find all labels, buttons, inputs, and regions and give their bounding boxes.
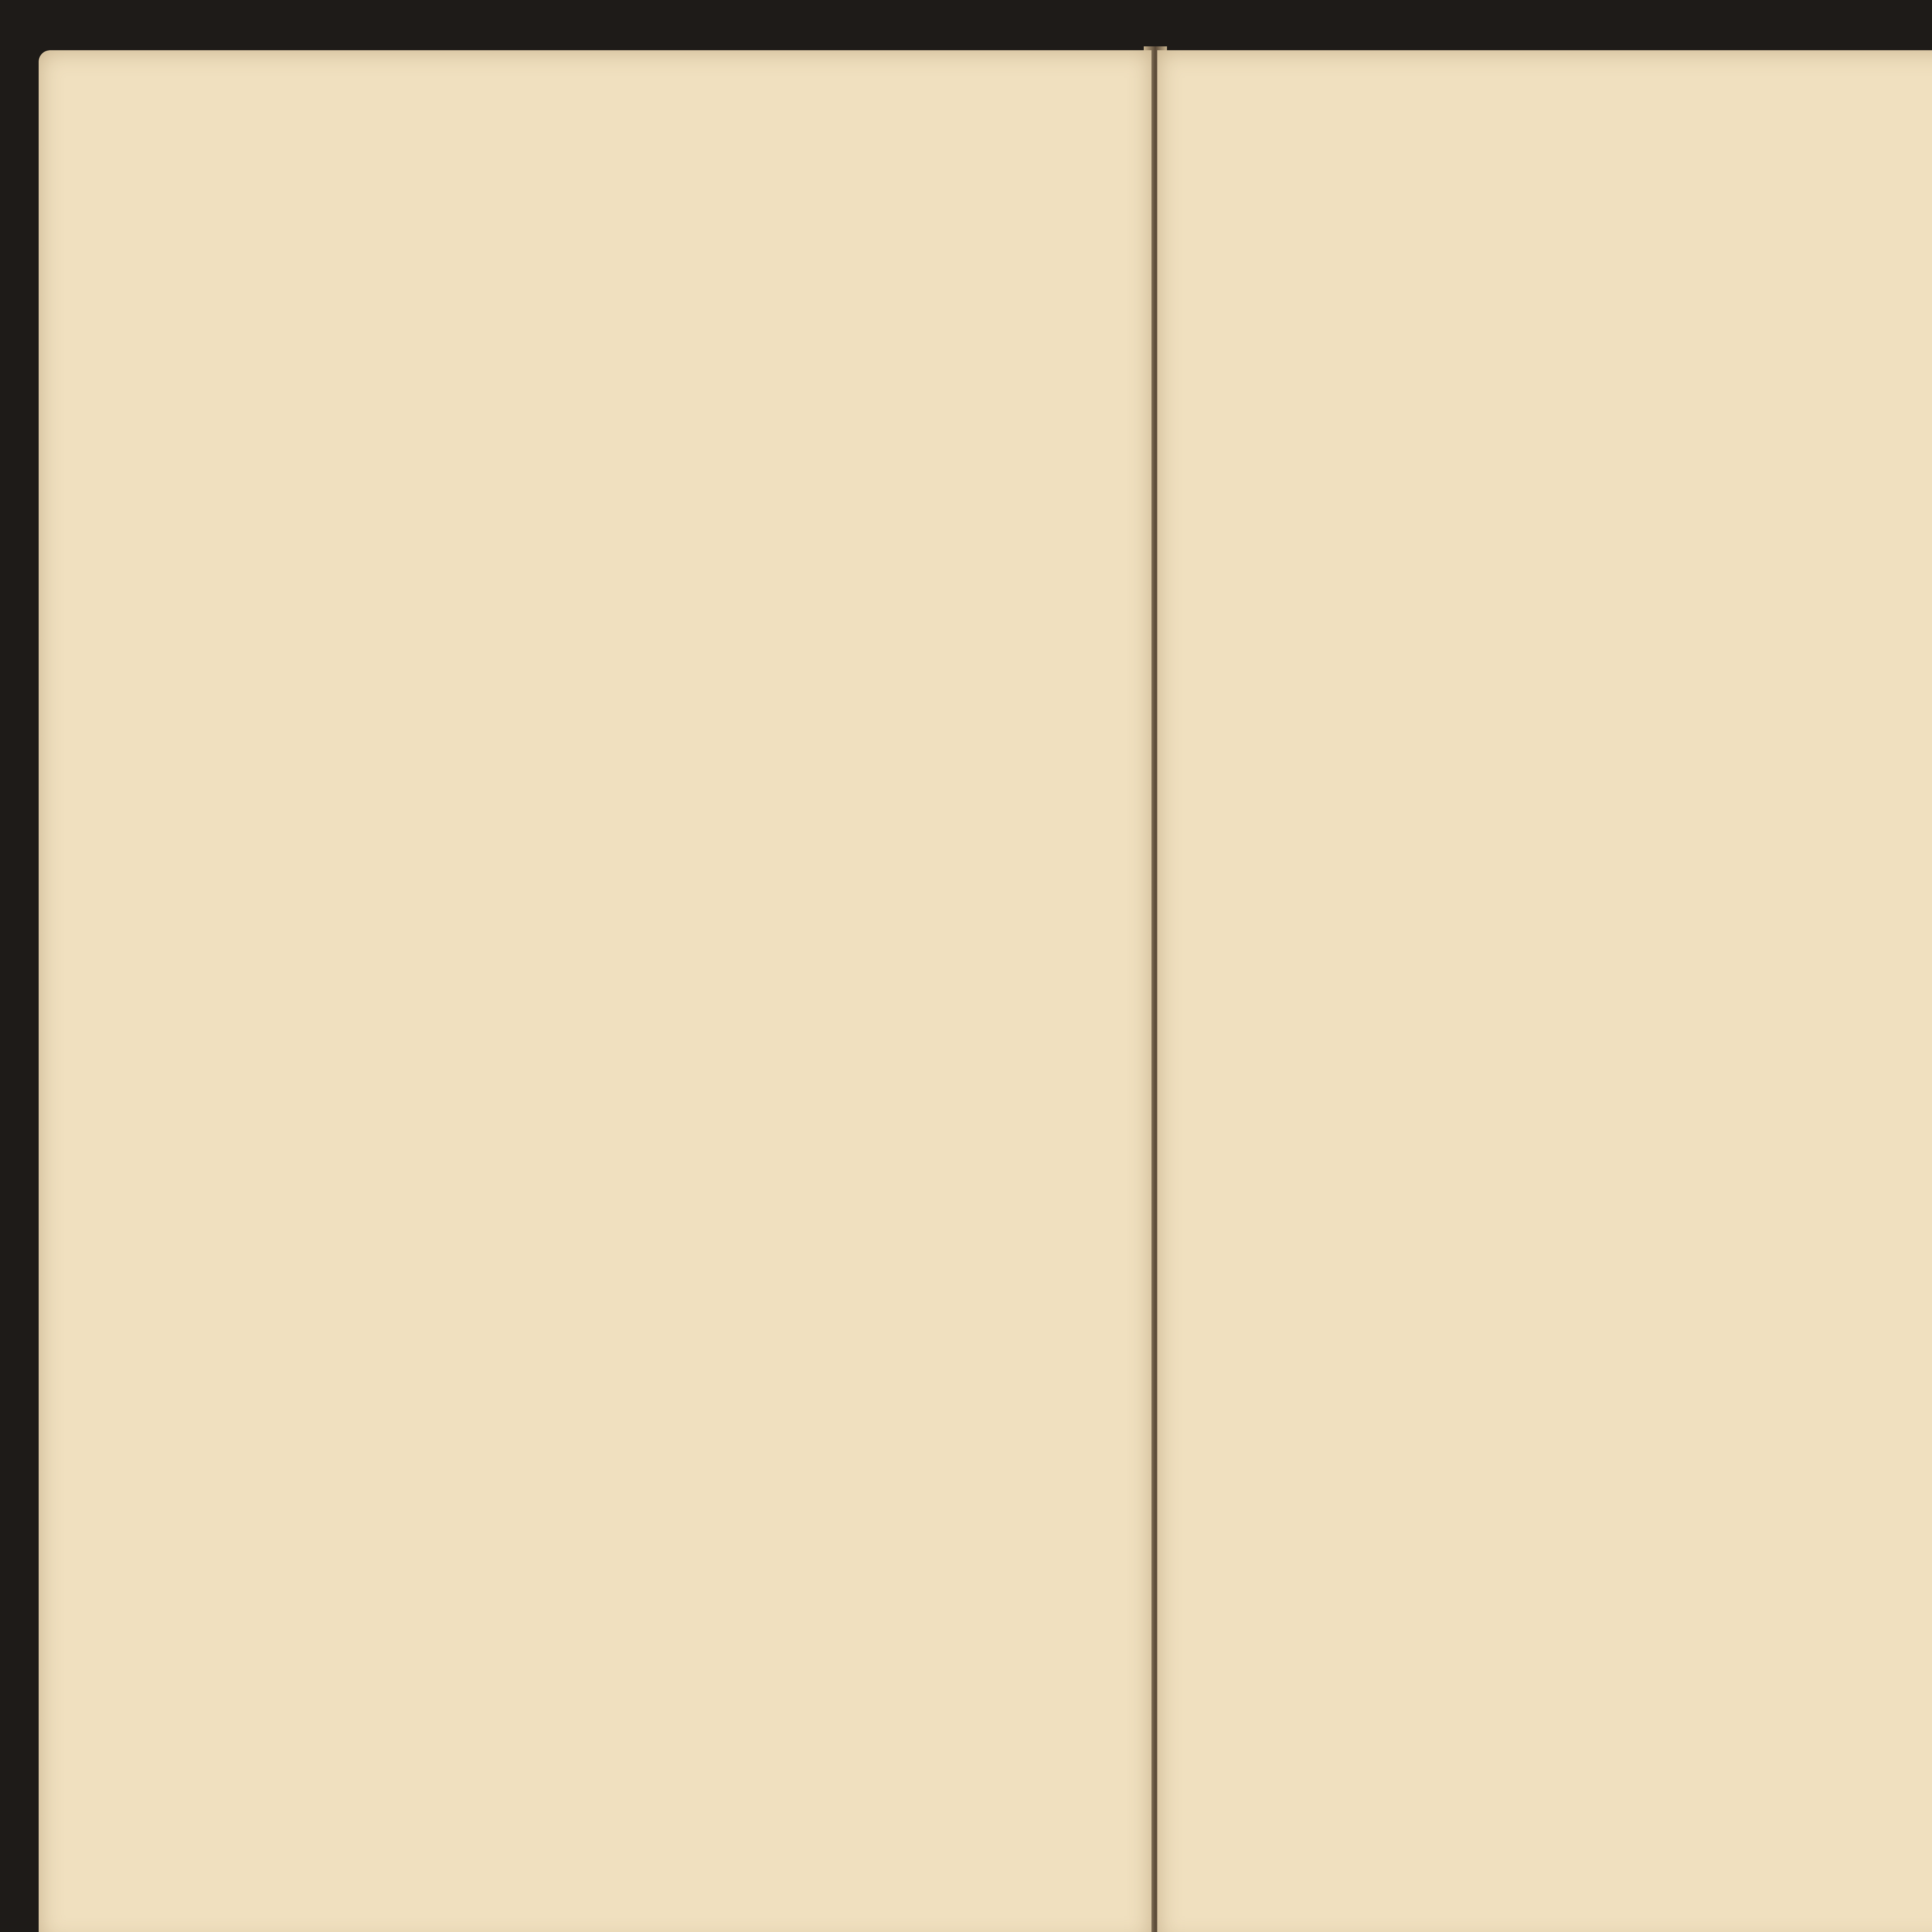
header-female <box>1517 267 1559 413</box>
left-page <box>39 50 1151 1932</box>
header-male <box>1468 267 1511 413</box>
